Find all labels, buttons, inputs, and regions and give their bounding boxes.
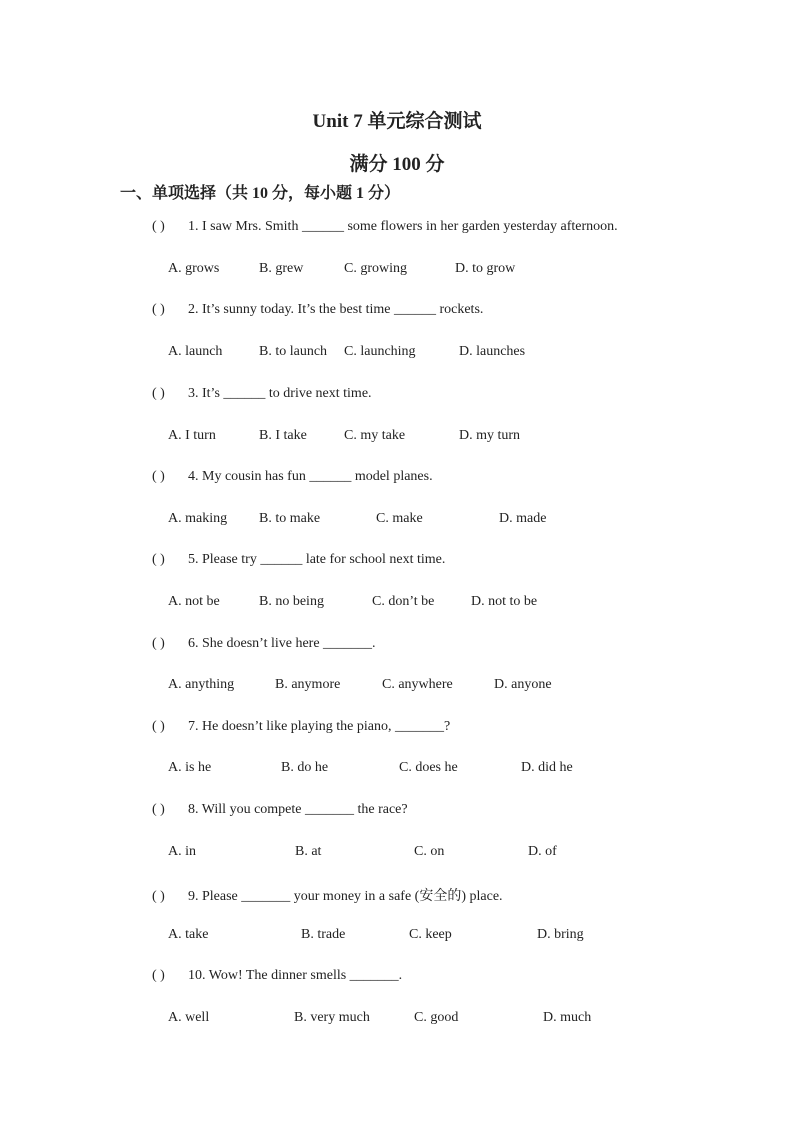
question-stem: 10. Wow! The dinner smells _______. [188, 968, 403, 983]
option-c: C. anywhere [382, 677, 453, 692]
option-d: D. made [499, 511, 547, 526]
option-d: D. did he [521, 760, 573, 775]
option-c: C. my take [344, 428, 406, 443]
option-b: B. very much [294, 1010, 370, 1025]
question-5 [152, 552, 445, 568]
option-c: C. good [414, 1010, 459, 1025]
option-a: A. not be [168, 594, 220, 609]
option-a: A. in [168, 844, 196, 859]
answer-blank[interactable]: ( ) [152, 802, 165, 817]
question-1 [152, 219, 618, 235]
option-b: B. trade [301, 927, 346, 942]
question-6 [152, 636, 376, 652]
question-9 [152, 885, 503, 905]
question-stem: 4. My cousin has fun ______ model planes. [188, 469, 433, 484]
answer-blank[interactable]: ( ) [152, 469, 165, 484]
answer-blank[interactable]: ( ) [152, 636, 165, 651]
section-heading: 一、单项选择（共 10 分，每小题 1 分） [120, 185, 401, 202]
option-a: A. take [168, 927, 209, 942]
option-d: D. my turn [459, 428, 521, 443]
option-a: A. I turn [168, 428, 216, 443]
answer-blank[interactable]: ( ) [152, 219, 165, 234]
option-c: C. launching [344, 344, 416, 359]
option-c: C. on [414, 844, 445, 859]
option-c: C. keep [409, 927, 452, 942]
option-b: B. I take [259, 428, 307, 443]
option-a: A. launch [168, 344, 223, 359]
question-3 [152, 386, 372, 402]
option-c: C. does he [399, 760, 458, 775]
page-title: Unit 7 单元综合测试 [312, 111, 482, 132]
option-a: A. grows [168, 261, 220, 276]
answer-blank[interactable]: ( ) [152, 719, 165, 734]
question-10 [152, 968, 402, 984]
option-c: C. growing [344, 261, 407, 276]
option-b: B. anymore [275, 677, 341, 692]
answer-blank[interactable]: ( ) [152, 552, 165, 567]
question-8 [152, 802, 408, 818]
question-stem: 7. He doesn’t like playing the piano, _______? [188, 719, 451, 734]
option-c: C. make [376, 511, 423, 526]
total-score: 满分 100 分 [349, 154, 445, 175]
answer-blank[interactable]: ( ) [152, 968, 165, 983]
question-stem: 2. It’s sunny today. It’s the best time ______ rockets. [188, 302, 484, 317]
option-b: B. do he [281, 760, 329, 775]
option-a: A. making [168, 511, 228, 526]
option-d: D. of [528, 844, 557, 859]
option-b: B. grew [259, 261, 304, 276]
question-stem: 1. I saw Mrs. Smith ______ some flowers in her garden yesterday afternoon. [188, 219, 618, 234]
option-b: B. to make [259, 511, 321, 526]
option-c: C. don’t be [372, 594, 435, 609]
option-d: D. to grow [455, 261, 516, 276]
question-stem: 9. Please _______ your money in a safe (安全的) place. [188, 889, 503, 904]
answer-blank[interactable]: ( ) [152, 889, 165, 904]
answer-blank[interactable]: ( ) [152, 386, 165, 401]
question-4 [152, 469, 433, 485]
question-stem: 5. Please try ______ late for school next time. [188, 552, 446, 567]
option-b: B. no being [259, 594, 324, 609]
option-d: D. launches [459, 344, 526, 359]
question-stem: 6. She doesn’t live here _______. [188, 636, 376, 651]
option-b: B. at [295, 844, 322, 859]
question-7 [152, 719, 450, 735]
option-a: A. well [168, 1010, 210, 1025]
question-stem: 3. It’s ______ to drive next time. [188, 386, 372, 401]
option-a: A. is he [168, 760, 212, 775]
option-d: D. bring [537, 927, 584, 942]
option-d: D. much [543, 1010, 592, 1025]
question-2 [152, 302, 483, 318]
answer-blank[interactable]: ( ) [152, 302, 165, 317]
option-d: D. anyone [494, 677, 552, 692]
option-d: D. not to be [471, 594, 538, 609]
option-b: B. to launch [259, 344, 328, 359]
option-a: A. anything [168, 677, 235, 692]
question-stem: 8. Will you compete _______ the race? [188, 802, 408, 817]
